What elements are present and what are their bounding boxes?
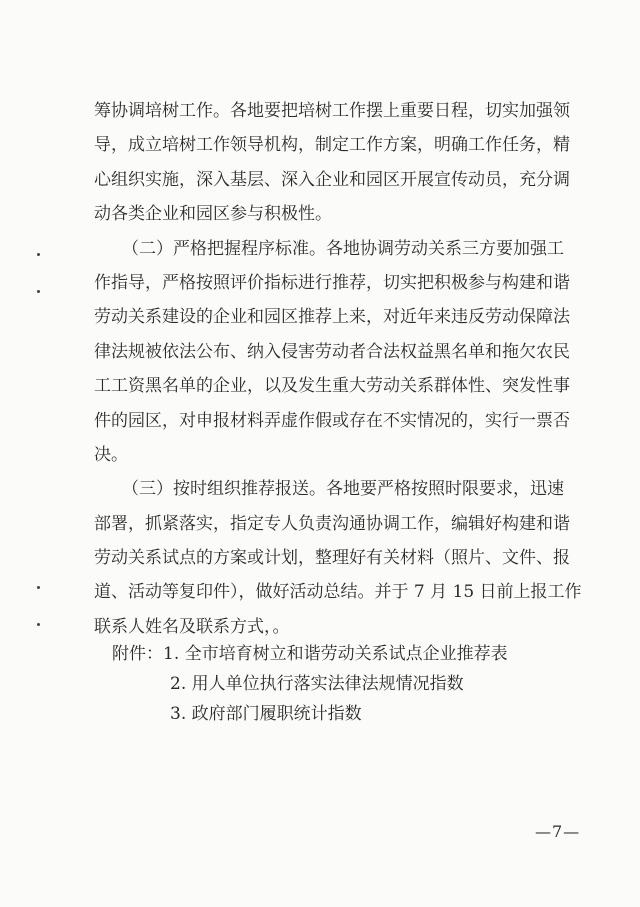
attachments-label: 附件： <box>112 644 163 664</box>
document-body <box>94 94 582 644</box>
section-heading-line: （二）严格把握程序标准。各地协调劳动关系三方要加强工 <box>122 238 564 259</box>
text-line: 劳动关系试点的方案或计划，整理好有关材料（照片、文件、报 <box>94 548 570 569</box>
text-line: 工工资黑名单的企业，以及发生重大劳动关系群体性、突发性事 <box>94 376 570 397</box>
text-line: 道、活动等复印件），做好活动总结。并于 7 月 15 日前上报工作 <box>94 582 582 603</box>
text-line: 筹协调培树工作。各地要把培树工作摆上重要日程，切实加强领 <box>94 101 570 121</box>
text-line: 联系人姓名及联系方式，。 <box>94 616 290 637</box>
binding-mark-dot <box>37 623 40 626</box>
binding-mark-dot <box>37 290 40 293</box>
attachments-list <box>112 639 572 729</box>
text-line: 动各类企业和园区参与积极性。 <box>94 204 332 225</box>
binding-mark-dot <box>37 586 40 589</box>
text-line: 心组织实施，深入基层、深入企业和园区开展宣传动员，充分调 <box>94 169 570 190</box>
attachment-item <box>112 669 572 699</box>
binding-mark-dot <box>37 253 40 256</box>
page-number: —7— <box>535 822 581 841</box>
attachment-item-text: 2. 用人单位执行落实法律法规情况指数 <box>170 674 464 694</box>
text-line: 劳动关系建设的企业和园区推荐上来，对近年来违反劳动保障法 <box>94 307 570 328</box>
text-line: 律法规被依法公布、纳入侵害劳动者合法权益黑名单和拖欠农民 <box>94 341 570 362</box>
attachment-item <box>112 699 572 729</box>
text-line: 导，成立培树工作领导机构，制定工作方案，明确工作任务，精 <box>94 135 570 156</box>
text-line: 件的园区，对申报材料弄虚作假或存在不实情况的，实行一票否 <box>94 410 570 431</box>
text-line: 部署，抓紧落实，指定专人负责沟通协调工作，编辑好构建和谐 <box>94 513 570 534</box>
attachment-item-text: 1. 全市培育树立和谐劳动关系试点企业推荐表 <box>163 644 508 664</box>
attachment-item <box>112 639 572 669</box>
text-line: 作指导，严格按照评价指标进行推荐，切实把积极参与构建和谐 <box>94 272 570 293</box>
section-heading-line: （三）按时组织推荐报送。各地要严格按照时限要求，迅速 <box>122 479 564 500</box>
attachment-item-text: 3. 政府部门履职统计指数 <box>170 704 362 724</box>
text-line: 决。 <box>94 444 128 465</box>
